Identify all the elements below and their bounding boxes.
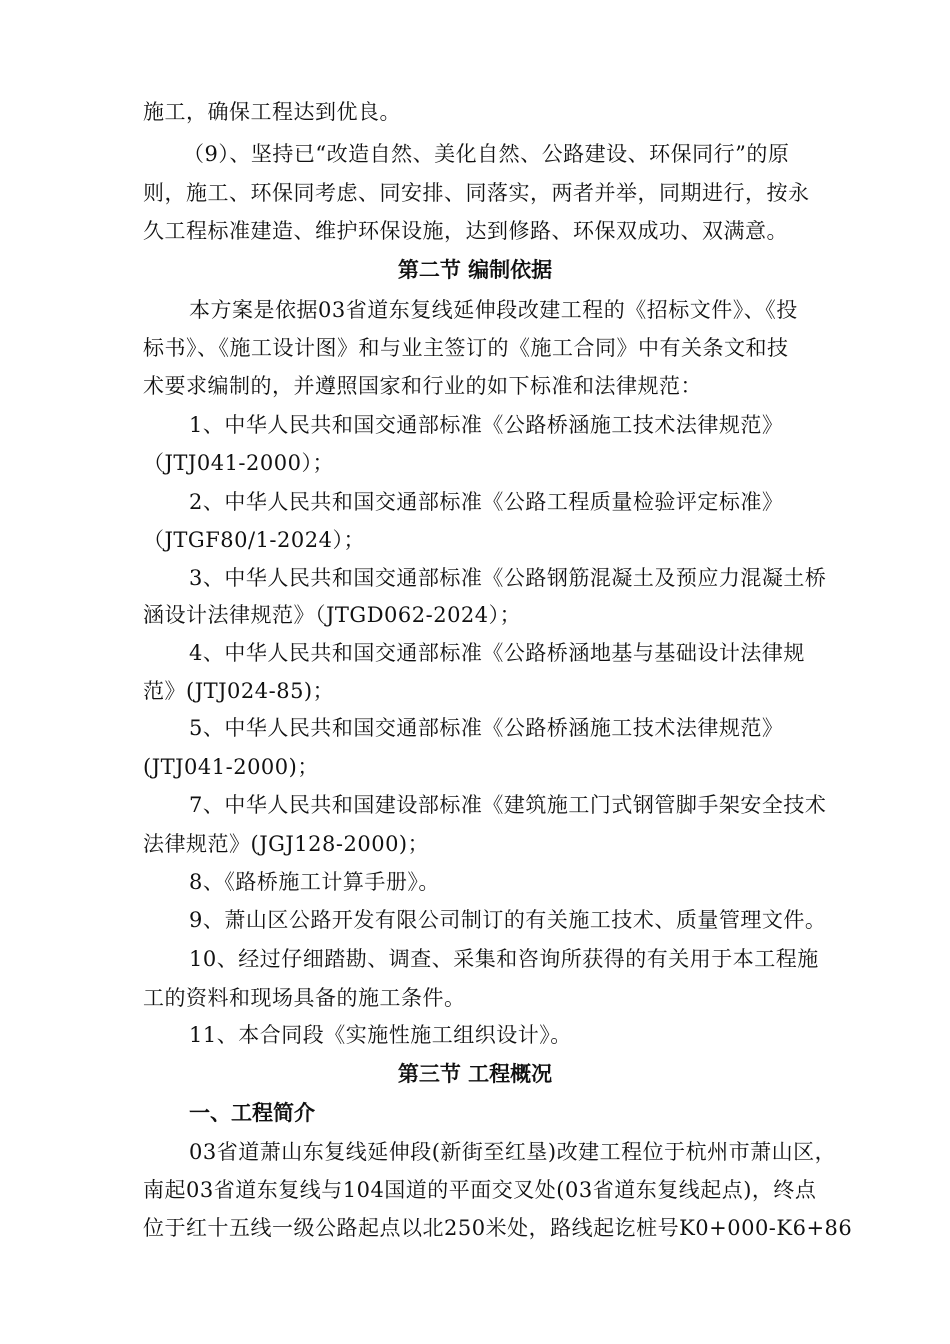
list-item: 1、中华人民共和国交通部标准《公路桥涵施工技术法律规范》 <box>189 413 784 437</box>
list-item-continuation: 法律规范》(JGJ128-2000)； <box>143 832 430 856</box>
paragraph-line: 本方案是依据03省道东复线延伸段改建工程的《招标文件》、《投 <box>189 298 798 322</box>
list-item-continuation: (JTJ041-2000)； <box>143 755 319 779</box>
subsection-heading: 一、工程简介 <box>189 1101 315 1125</box>
paragraph-line: 位于红十五线一级公路起点以北250米处，路线起讫桩号K0+000-K6+86 <box>143 1216 853 1240</box>
list-item-continuation: （JTJ041-2000）； <box>143 451 334 475</box>
paragraph-line: （9）、坚持已“改造自然、美化自然、公路建设、环保同行”的原 <box>183 142 790 166</box>
section-heading: 第二节 编制依据 <box>397 258 553 282</box>
list-item: 5、中华人民共和国交通部标准《公路桥涵施工技术法律规范》 <box>189 716 784 740</box>
paragraph-line: 03省道萧山东复线延伸段(新街至红垦)改建工程位于杭州市萧山区， <box>189 1140 837 1164</box>
paragraph-line: 施工，确保工程达到优良。 <box>143 100 401 124</box>
list-item: 9、萧山区公路开发有限公司制订的有关施工技术、质量管理文件。 <box>189 908 827 932</box>
section-heading: 第三节 工程概况 <box>397 1062 553 1086</box>
paragraph-line: 术要求编制的，并遵照国家和行业的如下标准和法律规范： <box>143 374 702 398</box>
list-item: 3、中华人民共和国交通部标准《公路钢筋混凝土及预应力混凝土桥 <box>189 566 827 590</box>
list-item: 2、中华人民共和国交通部标准《公路工程质量检验评定标准》 <box>189 490 784 514</box>
list-item-continuation: （JTGF80/1-2024）； <box>143 528 365 552</box>
list-item-continuation: 涵设计法律规范》（JTGD062-2024）； <box>143 603 522 627</box>
paragraph-line: 标书》、《施工设计图》和与业主签订的《施工合同》中有关条文和技 <box>143 336 789 360</box>
paragraph-line: 南起03省道东复线与104国道的平面交叉处(03省道东复线起点)，终点 <box>143 1178 817 1202</box>
list-item: 4、中华人民共和国交通部标准《公路桥涵地基与基础设计法律规 <box>189 641 805 665</box>
list-item-continuation: 工的资料和现场具备的施工条件。 <box>143 986 466 1010</box>
paragraph-line: 则，施工、环保同考虑、同安排、同落实，两者并举，同期进行，按永 <box>143 181 810 205</box>
list-item: 10、经过仔细踏勘、调查、采集和咨询所获得的有关用于本工程施 <box>189 947 819 971</box>
list-item-continuation: 范》(JTJ024-85)； <box>143 679 335 703</box>
list-item: 8、《路桥施工计算手册》。 <box>189 870 440 894</box>
list-item: 7、中华人民共和国建设部标准《建筑施工门式钢管脚手架安全技术 <box>189 793 827 817</box>
list-item: 11、本合同段《实施性施工组织设计》。 <box>189 1023 572 1047</box>
paragraph-line: 久工程标准建造、维护环保设施，达到修路、环保双成功、双满意。 <box>143 219 788 243</box>
